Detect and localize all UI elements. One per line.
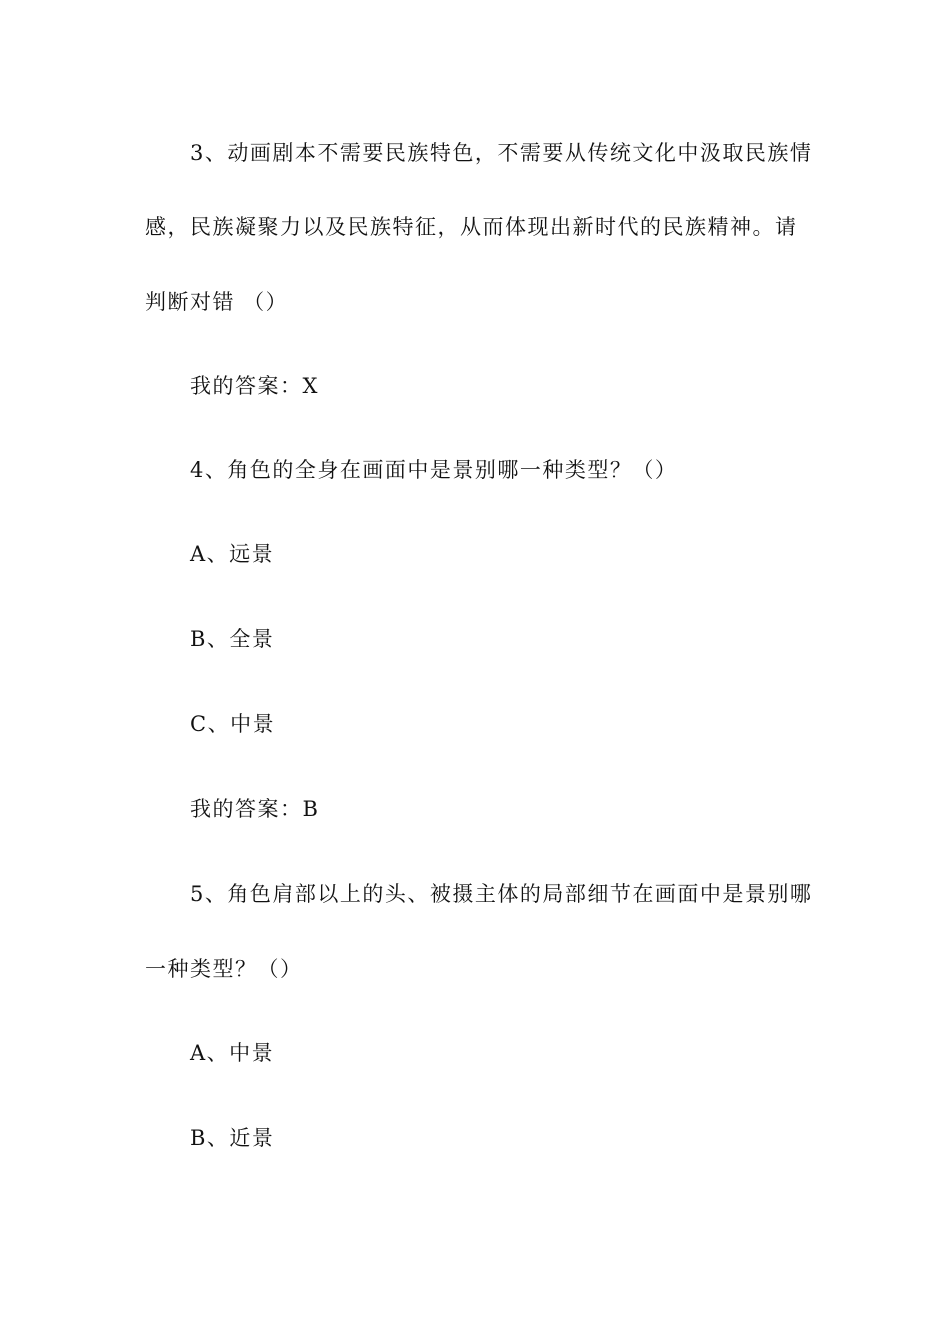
question-3-answer: 我的答案：X bbox=[190, 374, 319, 398]
question-4-option-a: A、远景 bbox=[190, 542, 275, 566]
question-5-line-1: 5、角色肩部以上的头、被摄主体的局部细节在画面中是景别哪 bbox=[190, 882, 813, 906]
question-4-text: 4、角色的全身在画面中是景别哪一种类型？（） bbox=[190, 458, 678, 482]
question-3-line-2: 感，民族凝聚力以及民族特征，从而体现出新时代的民族精神。请 bbox=[145, 215, 798, 239]
question-3-line-3: 判断对错 （） bbox=[145, 290, 289, 314]
question-4-answer: 我的答案：B bbox=[190, 797, 320, 821]
question-3-line-1: 3、动画剧本不需要民族特色，不需要从传统文化中汲取民族情 bbox=[190, 141, 813, 165]
question-5-option-b: B、近景 bbox=[190, 1126, 275, 1150]
question-5-option-a: A、中景 bbox=[190, 1041, 275, 1065]
question-5-line-2: 一种类型？（） bbox=[145, 957, 303, 981]
question-4-option-c: C、中景 bbox=[190, 712, 276, 736]
question-4-option-b: B、全景 bbox=[190, 627, 275, 651]
